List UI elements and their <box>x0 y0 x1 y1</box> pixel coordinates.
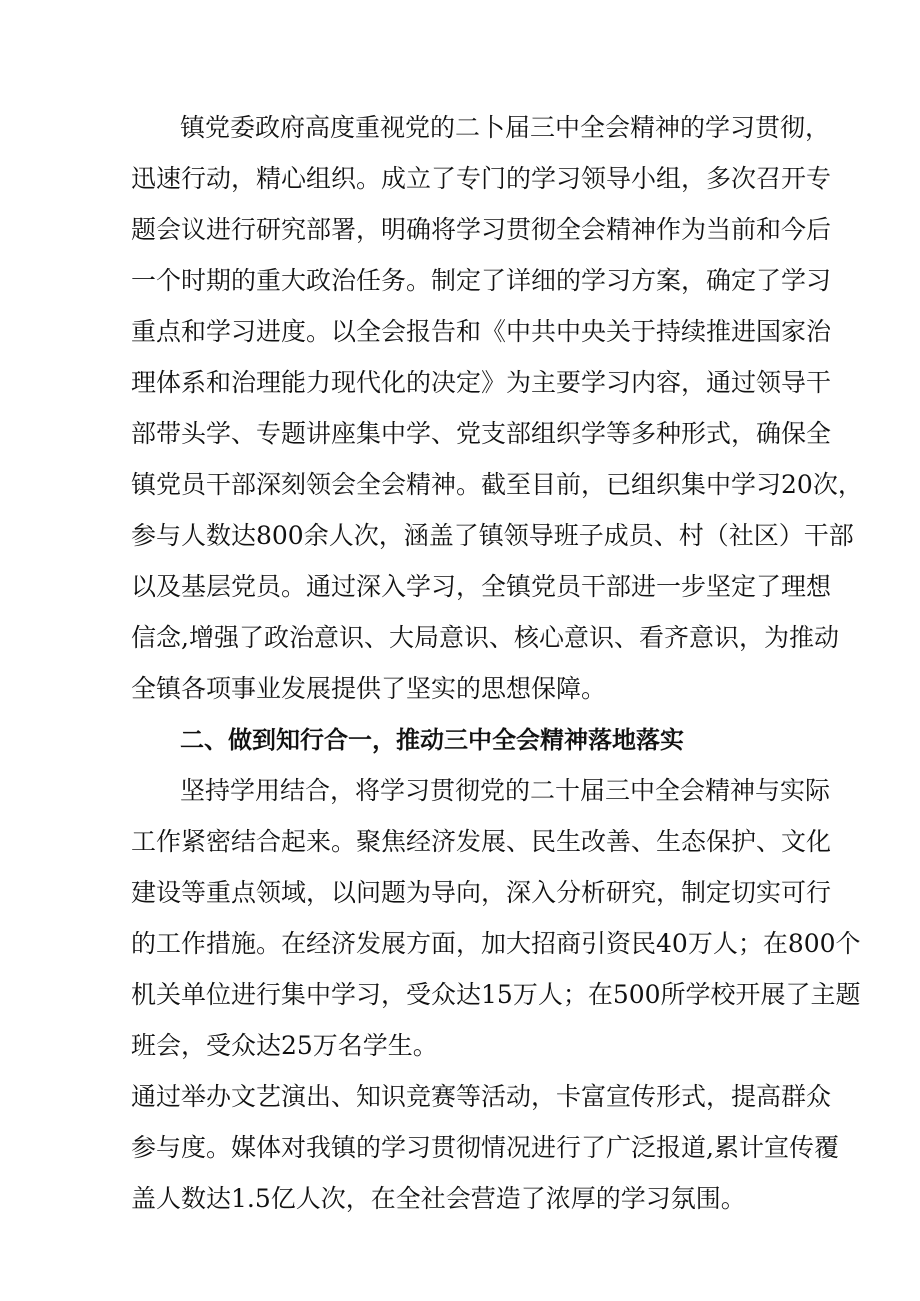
paragraph-3-line: 参与度。媒体对我镇的学习贯彻情况进行了广泛报道,累计宣传覆 <box>131 1133 839 1162</box>
paragraph-3-line: 通过举办文艺演出、知识竞赛等活动，卡富宣传形式，提高群众 <box>131 1082 832 1111</box>
paragraph-1-line: 重点和学习进度。以全会报告和《中共中央关于持续推进国家治 <box>131 317 832 346</box>
paragraph-1-line: 镇党员干部深刻领会全会精神。截至目前，已组织集中学习20次， <box>131 470 863 499</box>
paragraph-1-line: 理体系和治理能力现代化的决定》为主要学习内容，通过领导干 <box>131 368 832 397</box>
paragraph-1-line: 镇党委政府高度重视党的二卜届三中全会精神的学习贯彻， <box>180 113 831 142</box>
paragraph-1-line: 题会议进行研究部署，明确将学习贯彻全会精神作为当前和今后 <box>131 215 832 244</box>
paragraph-1-line: 以及基层党员。通过深入学习，全镇党员干部进一步坚定了理想 <box>131 572 832 601</box>
paragraph-1-line: 迅速行动，精心组织。成立了专门的学习领导小组，多次召开专 <box>131 164 832 193</box>
paragraph-1-line: 部带头学、专题讲座集中学、党支部组织学等多种形式，确保全 <box>131 419 832 448</box>
paragraph-1-line: 信念,增强了政治意识、大局意识、核心意识、看齐意识，为推动 <box>131 623 839 652</box>
paragraph-1-line: 一个时期的重大政治任务。制定了详细的学习方案，确定了学习 <box>131 266 832 295</box>
paragraph-2-line: 坚持学用结合，将学习贯彻党的二十届三中全会精神与实际 <box>180 776 831 805</box>
paragraph-3-line: 盖人数达1.5亿人次，在全社会营造了浓厚的学习氛围。 <box>131 1184 746 1213</box>
paragraph-2-line: 机关单位进行集中学习，受众达15万人；在500所学校开展了主题 <box>131 980 861 1009</box>
paragraph-2-line: 建设等重点领域，以问题为导向，深入分析研究，制定切实可行 <box>131 878 832 907</box>
paragraph-2-line: 的工作措施。在经济发展方面，加大招商引资民40万人；在800个 <box>131 929 861 958</box>
paragraph-1-line: 全镇各项事业发展提供了坚实的思想保障。 <box>131 674 607 703</box>
paragraph-1-line: 参与人数达800余人次，涵盖了镇领导班子成员、村（社区）干部 <box>131 521 854 550</box>
section-heading: 二、做到知行合一，推动三中全会精神落地落实 <box>180 726 684 754</box>
paragraph-2-line: 工作紧密结合起来。聚焦经济发展、民生改善、生态保护、文化 <box>131 827 832 856</box>
paragraph-2-line: 班会，受众达25万名学生。 <box>131 1031 438 1060</box>
